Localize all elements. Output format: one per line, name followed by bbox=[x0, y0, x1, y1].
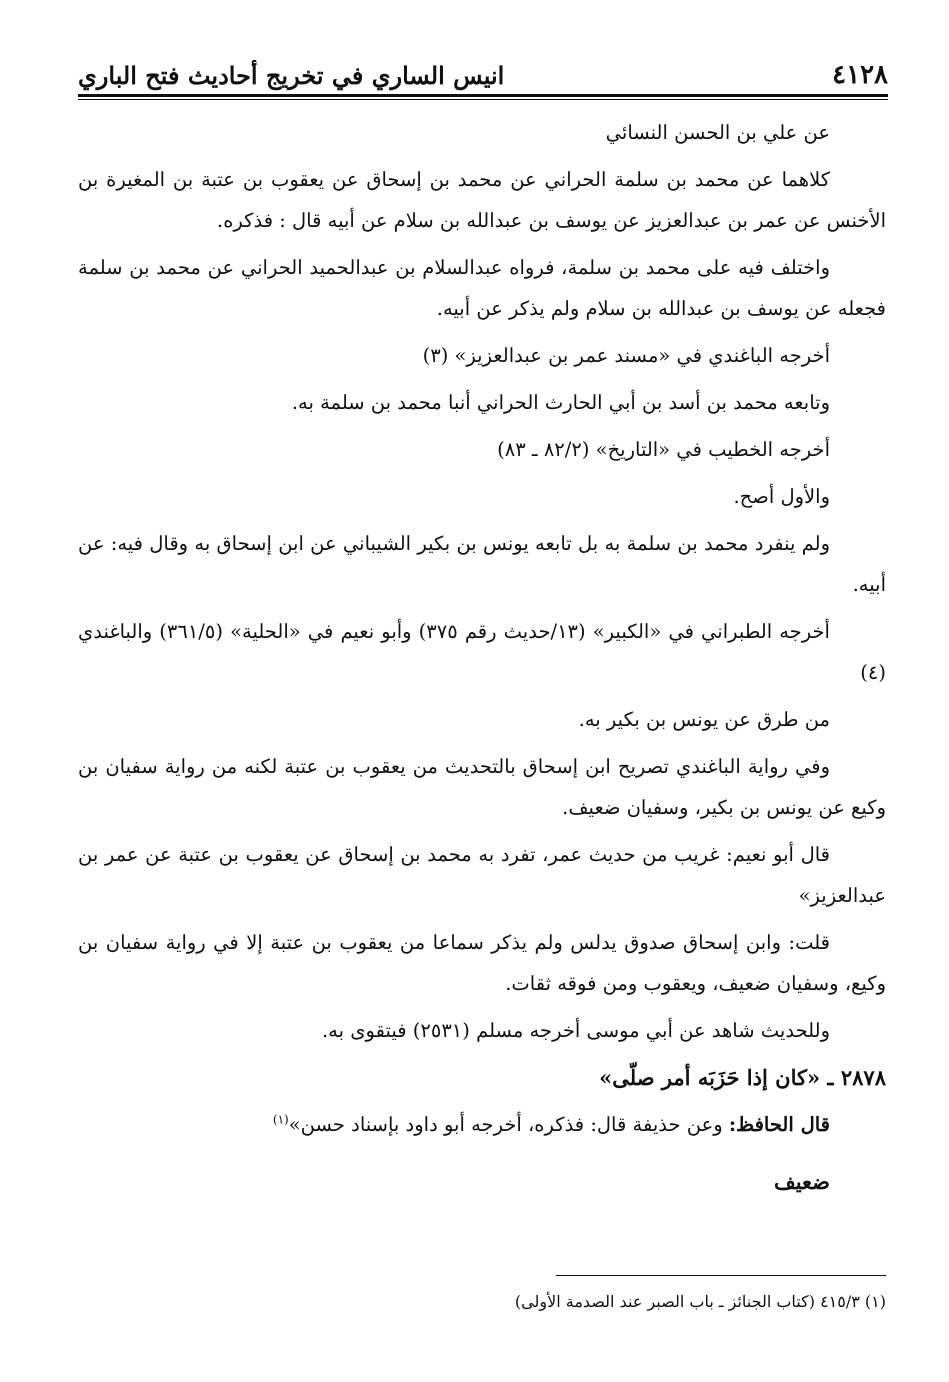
paragraph: واختلف فيه على محمد بن سلمة، فرواه عبدالسلام بن عبدالحميد الحراني عن محمد بن سلمة فجعله عن يوسف بن عبدالله بن سلام ولم يذكر عن أبيه. bbox=[78, 256, 886, 320]
paragraph: وتابعه محمد بن أسد بن أبي الحارث الحراني أنبا محمد بن سلمة به. bbox=[291, 391, 830, 414]
paragraph: أخرجه الخطيب في «التاريخ» (٨٢/٢ ـ ٨٣) bbox=[497, 438, 830, 461]
header-rule-thin bbox=[78, 99, 888, 100]
paragraph: أخرجه الباغندي في «مسند عمر بن عبدالعزيز» (٣) bbox=[422, 344, 830, 367]
page-number: ٤١٢٨ bbox=[832, 60, 888, 90]
paragraph: ولم ينفرد محمد بن سلمة به بل تابعه يونس بن بكير الشيباني عن ابن إسحاق به وقال فيه: عن أبيه. bbox=[78, 532, 886, 596]
paragraph: وللحديث شاهد عن أبي موسى أخرجه مسلم (٢٥٣١) فيتقوى به. bbox=[321, 1019, 830, 1042]
hadith-heading: ٢٨٧٨ ـ «كان إذا حَزَبَه أمر صلّى» bbox=[599, 1065, 886, 1090]
footnote-ref: (١) bbox=[272, 1112, 289, 1127]
paragraph: أخرجه الطبراني في «الكبير» (١٣/حديث رقم ٣٧٥) وأبو نعيم في «الحلية» (٣٦١/٥) والباغندي (٤) bbox=[78, 620, 886, 684]
book-title: انيس الساري في تخريج أحاديث فتح الباري bbox=[78, 60, 505, 90]
paragraph: من طرق عن يونس بن بكير به. bbox=[578, 708, 830, 731]
page-header bbox=[78, 58, 888, 92]
paragraph: وفي رواية الباغندي تصريح ابن إسحاق بالتحديث من يعقوب بن عتبة لكنه من رواية سفيان بن وكيع عن يونس بن بكير، وسفيان ضعيف. bbox=[78, 755, 886, 819]
paragraph: والأول أصح. bbox=[733, 485, 830, 508]
hafiz-paragraph bbox=[78, 1104, 886, 1145]
hadith-grade: ضعيف bbox=[773, 1169, 830, 1194]
footnote-rule bbox=[556, 1275, 886, 1276]
paragraph: كلاهما عن محمد بن سلمة الحراني عن محمد بن إسحاق عن يعقوب بن عتبة بن المغيرة بن الأخنس عن عمر بن عبدالعزيز عن يوسف بن عبدالله بن سلام عن أبيه قال : فذكره. bbox=[78, 168, 886, 232]
hafiz-text: وعن حذيفة قال: فذكره، أخرجه أبو داود بإسناد حسن» bbox=[288, 1113, 723, 1136]
paragraph: قال أبو نعيم: غريب من حديث عمر، تفرد به محمد بن إسحاق عن يعقوب بن عتبة عن عمر بن عبدالعزيز» bbox=[78, 843, 886, 907]
footnote: (١) ٤١٥/٣ (كتاب الجنائز ـ باب الصبر عند الصدمة الأولى) bbox=[514, 1292, 886, 1311]
paragraph: قلت: وابن إسحاق صدوق يدلس ولم يذكر سماعا من يعقوب بن عتبة إلا في رواية سفيان بن وكيع، وسفيان ضعيف، ويعقوب ومن فوقه ثقات. bbox=[78, 931, 886, 995]
paragraph: عن علي بن الحسن النسائي bbox=[605, 121, 830, 144]
header-rule bbox=[78, 94, 888, 97]
body-text bbox=[78, 112, 886, 1208]
hafiz-label: قال الحافظ: bbox=[728, 1113, 830, 1136]
